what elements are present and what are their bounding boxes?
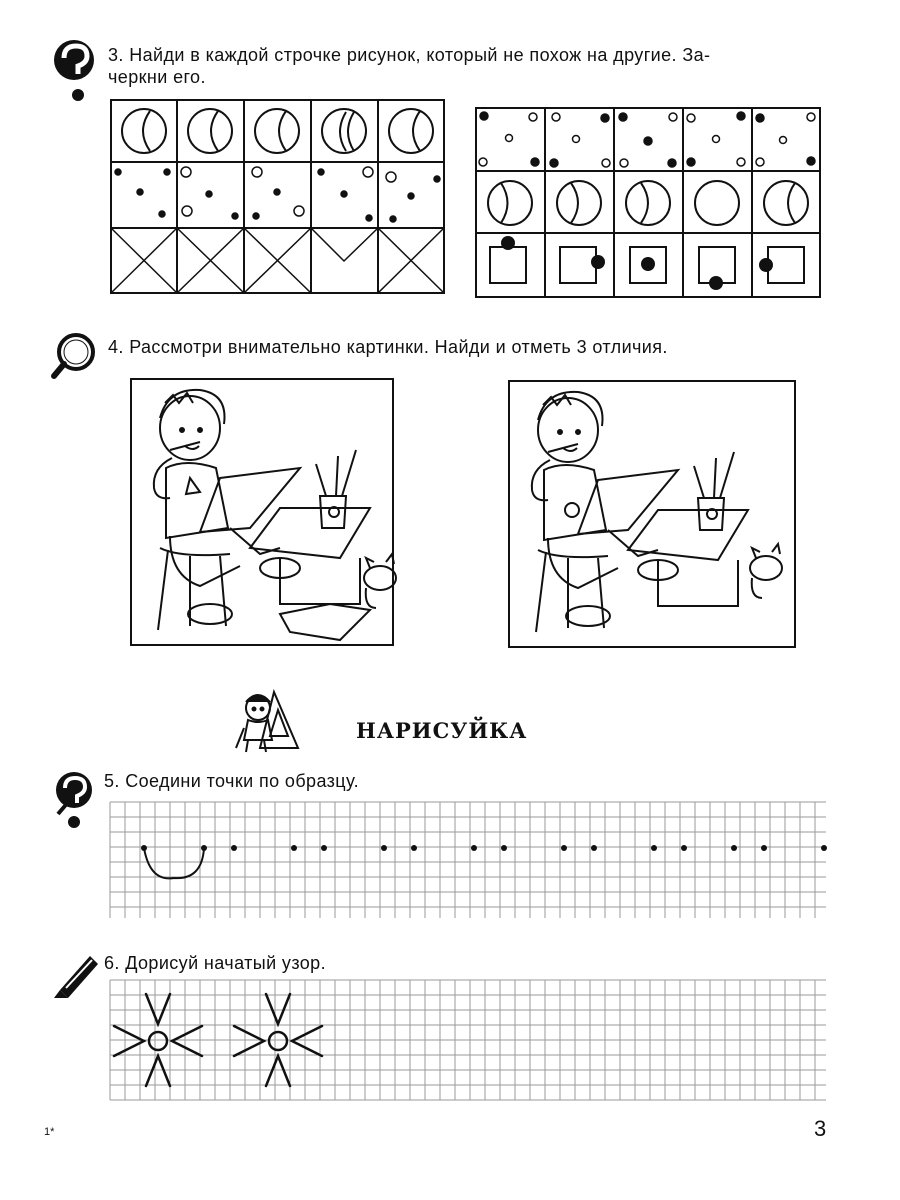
connect-dot bbox=[731, 845, 737, 851]
connect-dot bbox=[201, 845, 207, 851]
question-mark-icon-2 bbox=[52, 770, 102, 830]
connect-dot bbox=[231, 845, 237, 851]
task-3-line-2: черкни его. bbox=[108, 67, 206, 87]
boy-drawing-picture-right bbox=[508, 380, 796, 648]
pencil-icon bbox=[50, 946, 102, 998]
magnifier-icon bbox=[50, 330, 106, 382]
task-3-text bbox=[108, 44, 838, 88]
connect-dot bbox=[411, 845, 417, 851]
connect-dot bbox=[471, 845, 477, 851]
connect-dot bbox=[381, 845, 387, 851]
task-4-text: 4. Рассмотри внимательно картинки. Найди и отметь 3 отличия. bbox=[108, 337, 668, 357]
task-6-text: 6. Дорисуй начатый узор. bbox=[104, 953, 326, 973]
connect-dot bbox=[591, 845, 597, 851]
connect-dot bbox=[651, 845, 657, 851]
connect-dot bbox=[821, 845, 827, 851]
boy-drawing-picture-left bbox=[130, 378, 394, 646]
section-title: НАРИСУЙКА bbox=[356, 718, 528, 743]
connect-dot bbox=[681, 845, 687, 851]
task-5-text: 5. Соедини точки по образцу. bbox=[104, 771, 360, 791]
task-6-pattern-grid bbox=[110, 980, 830, 1106]
connect-dot bbox=[501, 845, 507, 851]
task-3-line-1: 3. Найди в каждой строчке рисунок, который не похож на другие. За- bbox=[108, 45, 711, 65]
mascot-with-ruler-icon bbox=[234, 684, 304, 756]
connect-dot bbox=[141, 845, 147, 851]
footer-signature: 1* bbox=[44, 1126, 55, 1138]
page-number: 3 bbox=[814, 1116, 827, 1141]
connect-dot bbox=[291, 845, 297, 851]
question-mark-icon bbox=[52, 38, 102, 102]
connect-dot bbox=[761, 845, 767, 851]
connect-dot bbox=[321, 845, 327, 851]
task-3-right-grid bbox=[475, 107, 823, 299]
task-3-left-grid bbox=[110, 99, 446, 295]
task-5-dot-grid bbox=[110, 802, 830, 920]
connect-dot bbox=[561, 845, 567, 851]
